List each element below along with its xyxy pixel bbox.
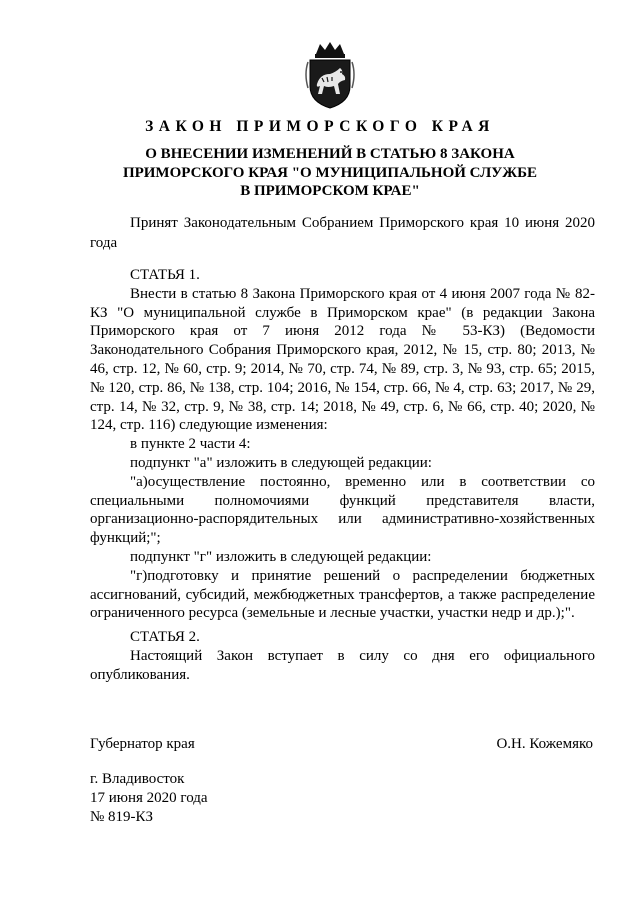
adoption-statement: Принят Законодательным Собранием Приморского края 10 июня 2020 года xyxy=(90,215,595,251)
subtitle-line: В ПРИМОРСКОМ КРАЕ" xyxy=(240,183,420,199)
article-1-paragraph: "г)подготовку и принятие решений о распределении бюджетных ассигнований, субсидий, межбюджетных трансфертов, а также распределение ограниченного ресурса (земельные и лесные участки, участки недр и др.);". xyxy=(90,567,595,622)
article-1-paragraph: подпункт "а" изложить в следующей редакции: xyxy=(130,454,432,471)
footer-number: № 819-КЗ xyxy=(90,808,154,825)
article-1-paragraph: в пункте 2 части 4: xyxy=(130,436,251,453)
article-2-heading: СТАТЬЯ 2. xyxy=(130,629,200,645)
article-2 xyxy=(90,628,595,684)
signatory-position: Губернатор края xyxy=(90,736,195,752)
article-1 xyxy=(90,266,595,623)
subtitle-line: ПРИМОРСКОГО КРАЯ "О МУНИЦИПАЛЬНОЙ СЛУЖБЕ xyxy=(122,164,538,181)
primorsky-krai-coat-of-arms-icon xyxy=(302,40,358,110)
footer-city: г. Владивосток xyxy=(90,771,185,787)
article-1-paragraph: "а)осуществление постоянно, временно или в соответствии со специальными полномочиями функций представителя власти, организационно-распорядительных или административно-хозяйственных функций;"; xyxy=(90,473,595,547)
article-1-paragraph: подпункт "г" изложить в следующей редакции: xyxy=(130,548,432,565)
law-subtitle xyxy=(120,145,540,201)
article-1-heading: СТАТЬЯ 1. xyxy=(130,267,200,283)
document-footer xyxy=(90,770,208,826)
footer-date: 17 июня 2020 года xyxy=(90,789,208,806)
coat-of-arms-emblem xyxy=(302,40,358,110)
article-2-paragraph: Настоящий Закон вступает в силу со дня его официального опубликования. xyxy=(90,647,595,683)
subtitle-line: О ВНЕСЕНИИ ИЗМЕНЕНИЙ В СТАТЬЮ 8 ЗАКОНА xyxy=(145,146,515,162)
law-title: ЗАКОН ПРИМОРСКОГО КРАЯ xyxy=(145,118,495,135)
article-1-paragraph: Внести в статью 8 Закона Приморского края от 4 июня 2007 года № 82-КЗ "О муниципальной службе в Приморском крае" (в редакции Закона Приморского края от 7 июня 2012 года № 53-КЗ) (Ведомости Законодательного Собрания Приморского края, 2012, № 15, стр. 80; 2013, № 46, стр. 12, № 60, стр. 9; 2014, № 70, стр. 74, № 89, стр. 3, № 93, стр. 65; 2015, № 120, стр. 86, № 138, стр. 104; 2016, № 154, стр. 66, № 4, стр. 63; 2017, № 29, стр. 14, № 32, стр. 9, № 38, стр. 14; 2018, № 49, стр. 6, № 66, стр. 40; 2020, № 124, стр. 116) следующие изменения: xyxy=(90,285,595,434)
signatory-name: О.Н. Кожемяко xyxy=(496,736,593,752)
